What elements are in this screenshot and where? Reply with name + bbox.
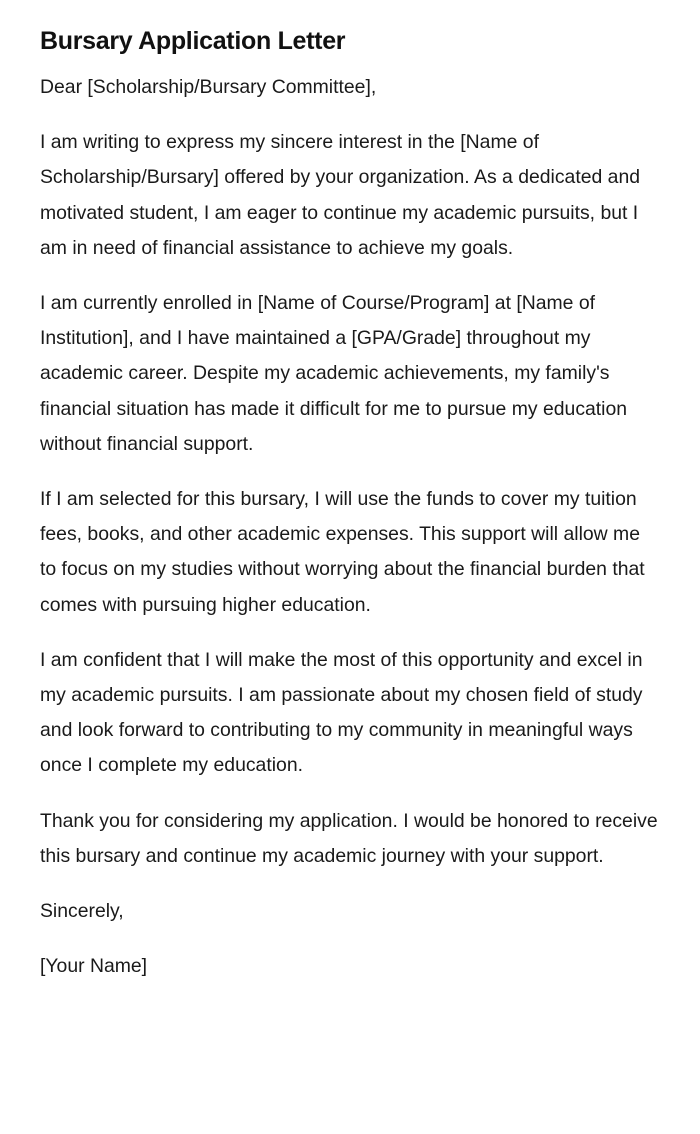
- paragraph-enrollment: I am currently enrolled in [Name of Course/Program] at [Name of Institution], and I have maintained a [GPA/Grade] throughout my academic career. Despite my academic achievements, my family's financial situation has made it difficult for me to pursue my education without financial support.: [40, 292, 628, 455]
- salutation: Dear [Scholarship/Bursary Committee],: [40, 76, 377, 98]
- signature: [Your Name]: [40, 955, 148, 978]
- paragraph-confidence: I am confident that I will make the most of this opportunity and excel in my academic pursuits. I am passionate about my chosen field of study and look forward to contributing to my community in meaningful ways once I complete my education.: [40, 648, 643, 777]
- document-title: Bursary Application Letter: [40, 27, 346, 55]
- paragraph-thanks: Thank you for considering my application. I would be honored to receive this bursary and continue my academic journey with your support.: [40, 809, 658, 867]
- letter-body: [40, 70, 660, 984]
- paragraph-use-of-funds: If I am selected for this bursary, I will use the funds to cover my tuition fees, books, and other academic expenses. This support will allow me to focus on my studies without worrying about the financial burden that comes with pursuing higher education.: [40, 488, 645, 616]
- closing: Sincerely,: [40, 900, 124, 923]
- paragraph-intro: I am writing to express my sincere interest in the [Name of Scholarship/Bursary] offered by your organization. As a dedicated and motivated student, I am eager to continue my academic pursuits, but I am in need of financial assistance to achieve my goals.: [40, 131, 641, 259]
